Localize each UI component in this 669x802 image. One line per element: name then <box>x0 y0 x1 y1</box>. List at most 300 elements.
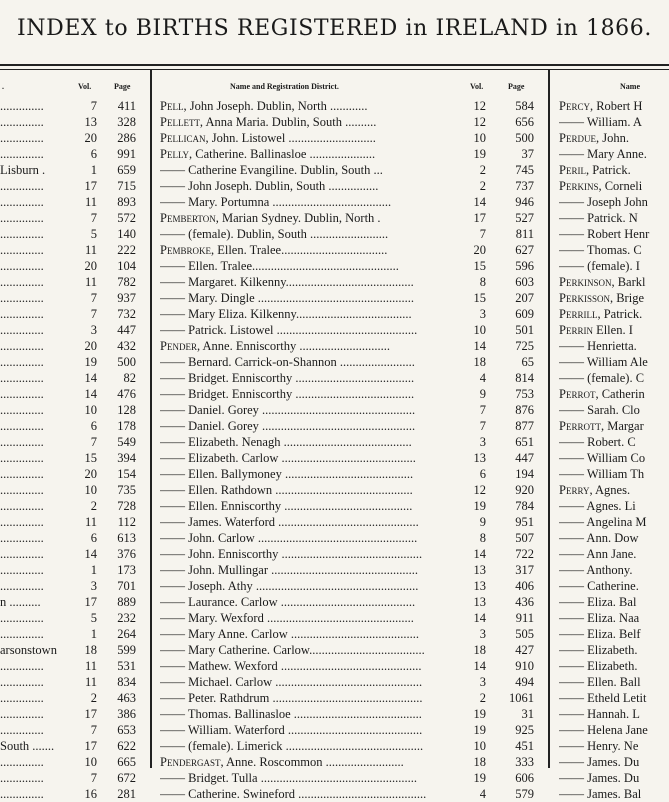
entry-name: .............. <box>0 99 44 113</box>
entry-volume: 16 <box>84 787 97 801</box>
entry-name <box>559 338 669 354</box>
entry-given-district: Corneli <box>601 179 643 193</box>
entry-page: 599 <box>117 643 136 657</box>
entry-name <box>160 418 468 434</box>
entry-volume: 13 <box>473 563 486 577</box>
entry-given-district: —— Hannah. L <box>559 707 640 721</box>
entry-page: 584 <box>515 99 534 113</box>
index-entry <box>559 322 669 338</box>
entry-page: 501 <box>515 323 534 337</box>
entry-volume: 6 <box>90 531 97 545</box>
entry-given-district: —— Ellen. Tralee............................................... <box>160 259 399 273</box>
index-entry <box>160 642 544 658</box>
entry-volume: 14 <box>84 371 97 385</box>
index-entry <box>0 274 146 290</box>
index-column-3 <box>559 98 669 802</box>
entry-given-district: —— Robert. C <box>559 435 636 449</box>
entry-surname: Pellett, <box>160 115 204 129</box>
entry-page: 317 <box>515 563 534 577</box>
entry-name <box>559 114 669 130</box>
index-entry <box>559 594 669 610</box>
entry-given-district: —— Ellen. Enniscorthy ......................................... <box>160 499 413 513</box>
index-entry <box>559 786 669 802</box>
entry-given-district: —— James. Waterford ............................................. <box>160 515 419 529</box>
entry-volume: 19 <box>473 147 486 161</box>
entry-name: .............. <box>0 419 44 433</box>
index-entry <box>559 274 669 290</box>
entry-page: 333 <box>515 755 534 769</box>
index-entry <box>0 130 146 146</box>
entry-given-district: —— Elizabeth. <box>559 659 638 673</box>
entry-page: 104 <box>117 259 136 273</box>
entry-volume: 20 <box>473 243 486 257</box>
entry-given-district: —— John. Enniscorthy ............................................. <box>160 547 423 561</box>
entry-volume: 20 <box>84 467 97 481</box>
entry-volume: 12 <box>473 99 486 113</box>
index-entry <box>559 450 669 466</box>
entry-name: .............. <box>0 323 44 337</box>
index-entry <box>0 738 146 754</box>
entry-surname: Peril, <box>559 163 590 177</box>
entry-page: 834 <box>117 675 136 689</box>
index-entry <box>559 386 669 402</box>
index-entry <box>559 434 669 450</box>
entry-volume: 10 <box>84 755 97 769</box>
entry-given-district: —— Ann Jane. <box>559 547 637 561</box>
index-entry <box>0 578 146 594</box>
entry-name <box>160 498 468 514</box>
entry-given-district: —— Peter. Rathdrum ................................................ <box>160 691 423 705</box>
entry-name <box>160 642 468 658</box>
index-entry <box>0 354 146 370</box>
entry-given-district: John Joseph. Dublin, North ............ <box>186 99 368 113</box>
entry-page: 494 <box>515 675 534 689</box>
index-entry <box>160 466 544 482</box>
entry-page: 651 <box>515 435 534 449</box>
entry-given-district: John. <box>599 131 629 145</box>
entry-volume: 10 <box>473 131 486 145</box>
entry-name <box>559 674 669 690</box>
entry-given-district: —— Laurance. Carlow ........................................... <box>160 595 416 609</box>
entry-given-district: —— Joseph. Athy .................................................... <box>160 579 419 593</box>
entry-name <box>160 514 468 530</box>
entry-name <box>160 786 468 802</box>
entry-name <box>559 642 669 658</box>
entry-given-district: Robert H <box>593 99 643 113</box>
entry-name <box>160 146 468 162</box>
index-entry <box>559 578 669 594</box>
entry-page: 500 <box>515 131 534 145</box>
entry-volume: 3 <box>479 435 486 449</box>
entry-volume: 11 <box>84 195 97 209</box>
entry-name <box>559 354 669 370</box>
entry-given-district: —— Margaret. Kilkenny......................................... <box>160 275 414 289</box>
entry-page: 622 <box>117 739 136 753</box>
entry-name <box>559 786 669 802</box>
entry-page: 613 <box>117 531 136 545</box>
entry-page: 659 <box>117 163 136 177</box>
entry-name: .............. <box>0 627 44 641</box>
index-entry <box>0 226 146 242</box>
index-entry <box>160 306 544 322</box>
entry-given-district: —— Mary Anne. <box>559 147 647 161</box>
entry-name: .............. <box>0 787 44 801</box>
index-entry <box>559 770 669 786</box>
entry-volume: 5 <box>90 227 97 241</box>
entry-given-district: —— Ellen. Rathdown ............................................ <box>160 483 413 497</box>
index-entry <box>559 370 669 386</box>
index-entry <box>160 626 544 642</box>
entry-given-district: —— Helena Jane <box>559 723 648 737</box>
entry-name <box>559 562 669 578</box>
entry-volume: 7 <box>90 723 97 737</box>
entry-given-district: —— Bridget. Tulla .................................................. <box>160 771 417 785</box>
entry-given-district: —— Etheld Letit <box>559 691 647 705</box>
index-entry <box>559 626 669 642</box>
entry-surname: Pell, <box>160 99 187 113</box>
index-entry <box>160 402 544 418</box>
index-entry <box>160 146 544 162</box>
entry-page: 784 <box>515 499 534 513</box>
entry-page: 507 <box>515 531 534 545</box>
entry-given-district: —— Agnes. Li <box>559 499 636 513</box>
entry-volume: 14 <box>473 659 486 673</box>
entry-volume: 6 <box>90 419 97 433</box>
entry-name: .............. <box>0 707 44 721</box>
entry-volume: 5 <box>90 611 97 625</box>
entry-volume: 15 <box>473 291 486 305</box>
entry-name: .............. <box>0 211 44 225</box>
entry-name <box>559 690 669 706</box>
index-entry <box>0 450 146 466</box>
entry-page: 722 <box>515 547 534 561</box>
entry-page: 500 <box>117 355 136 369</box>
index-entry <box>559 658 669 674</box>
entry-given-district: —— Mary. Portumna ...................................... <box>160 195 392 209</box>
entry-name <box>160 450 468 466</box>
entry-given-district: —— Elizabeth. <box>559 643 638 657</box>
entry-name: .............. <box>0 467 44 481</box>
entry-given-district: Agnes. <box>592 483 631 497</box>
entry-name: .............. <box>0 435 44 449</box>
entry-name <box>160 610 468 626</box>
entry-name: Lisburn . <box>0 163 46 177</box>
entry-volume: 19 <box>473 771 486 785</box>
entry-name <box>160 258 468 274</box>
entry-given-district: —— (female). C <box>559 371 645 385</box>
entry-name: .............. <box>0 483 44 497</box>
entry-given-district: —— (female). Limerick ............................................ <box>160 739 424 753</box>
entry-given-district: —— Bridget. Enniscorthy ...................................... <box>160 387 415 401</box>
entry-name: .............. <box>0 131 44 145</box>
column-divider <box>150 70 152 768</box>
entry-name: .............. <box>0 387 44 401</box>
entry-name <box>559 258 669 274</box>
page-title: INDEX to BIRTHS REGISTERED in IRELAND in 1866. <box>17 16 652 41</box>
entry-page: 37 <box>521 147 534 161</box>
entry-page: 596 <box>515 259 534 273</box>
index-entry <box>160 194 544 210</box>
entry-name <box>559 226 669 242</box>
entry-surname: Pemberton, <box>160 211 219 225</box>
entry-page: 991 <box>117 147 136 161</box>
index-entry <box>559 258 669 274</box>
entry-name: .............. <box>0 307 44 321</box>
entry-name: .............. <box>0 227 44 241</box>
entry-given-district: —— John Joseph. Dublin, South ................ <box>160 179 379 193</box>
entry-page: 476 <box>117 387 136 401</box>
entry-given-district: Ellen. Tralee.................................. <box>214 243 388 257</box>
index-entry <box>559 690 669 706</box>
index-entry <box>559 114 669 130</box>
index-entry <box>0 386 146 402</box>
entry-name <box>160 210 468 226</box>
entry-surname: Percy, <box>559 99 594 113</box>
entry-name <box>559 386 669 402</box>
entry-page: 925 <box>515 723 534 737</box>
entry-given-district: —— Eliza. Naa <box>559 611 640 625</box>
index-entry <box>559 482 669 498</box>
entry-volume: 14 <box>84 547 97 561</box>
index-entry <box>0 178 146 194</box>
index-entry <box>559 466 669 482</box>
index-entry <box>559 706 669 722</box>
entry-page: 672 <box>117 771 136 785</box>
entry-page: 572 <box>117 211 136 225</box>
entry-given-district: Margar <box>604 419 644 433</box>
entry-page: 194 <box>515 467 534 481</box>
entry-name <box>559 178 669 194</box>
index-column-2 <box>160 98 544 802</box>
index-entry <box>160 498 544 514</box>
entry-surname: Pender, <box>160 339 201 353</box>
entry-page: 889 <box>117 595 136 609</box>
entry-name <box>160 338 468 354</box>
entry-given-district: —— Mary. Wexford ............................................... <box>160 611 414 625</box>
index-entry <box>559 178 669 194</box>
entry-name <box>160 690 468 706</box>
entry-page: 386 <box>117 707 136 721</box>
entry-page: 603 <box>515 275 534 289</box>
entry-name <box>160 98 468 114</box>
entry-name <box>559 498 669 514</box>
index-entry <box>160 562 544 578</box>
entry-name <box>160 578 468 594</box>
index-entry <box>160 290 544 306</box>
entry-given-district: —— Mary. Dingle .................................................. <box>160 291 415 305</box>
entry-name: n .......... <box>0 595 41 609</box>
col2-page-header: Page <box>508 82 525 91</box>
entry-volume: 7 <box>90 211 97 225</box>
index-entry <box>160 594 544 610</box>
entry-name <box>559 546 669 562</box>
entry-page: 728 <box>117 499 136 513</box>
entry-name <box>160 658 468 674</box>
index-entry <box>559 146 669 162</box>
entry-page: 549 <box>117 435 136 449</box>
entry-given-district: —— Mathew. Wexford ............................................. <box>160 659 422 673</box>
entry-surname: Perkinson, <box>559 275 615 289</box>
entry-page: 609 <box>515 307 534 321</box>
index-entry <box>559 226 669 242</box>
index-entry <box>0 98 146 114</box>
entry-name: .............. <box>0 755 44 769</box>
col2-vol-header: Vol. <box>470 82 484 91</box>
entry-name <box>160 674 468 690</box>
entry-given-district: —— Ellen. Ball <box>559 675 641 689</box>
column-divider <box>548 70 550 768</box>
entry-name <box>160 722 468 738</box>
entry-volume: 10 <box>84 483 97 497</box>
entry-surname: Perdue, <box>559 131 600 145</box>
index-entry <box>559 738 669 754</box>
entry-volume: 7 <box>479 419 486 433</box>
entry-given-district: —— Catherine. <box>559 579 639 593</box>
index-entry <box>559 130 669 146</box>
entry-given-district: —— Daniel. Gorey ................................................. <box>160 419 416 433</box>
entry-page: 920 <box>515 483 534 497</box>
entry-page: 394 <box>117 451 136 465</box>
index-entry <box>160 274 544 290</box>
entry-name <box>559 482 669 498</box>
entry-volume: 14 <box>473 547 486 561</box>
entry-given-district: Anne. Roscommon ......................... <box>223 755 404 769</box>
index-entry <box>559 498 669 514</box>
entry-surname: Perrill, <box>559 307 601 321</box>
entry-name <box>559 162 669 178</box>
index-entry <box>160 338 544 354</box>
entry-volume: 6 <box>479 467 486 481</box>
entry-page: 406 <box>515 579 534 593</box>
index-entry <box>559 418 669 434</box>
entry-page: 82 <box>123 371 136 385</box>
entry-given-district: —— Bernard. Carrick-on-Shannon ........................ <box>160 355 415 369</box>
entry-given-district: Anne. Enniscorthy ............................. <box>200 339 390 353</box>
index-entry <box>160 658 544 674</box>
index-entry <box>160 578 544 594</box>
entry-page: 264 <box>117 627 136 641</box>
entry-page: 531 <box>117 659 136 673</box>
entry-given-district: —— Thomas. Ballinasloe ......................................... <box>160 707 422 721</box>
entry-given-district: —— Patrick. Listowel ............................................. <box>160 323 418 337</box>
entry-page: 154 <box>117 467 136 481</box>
index-entry <box>160 322 544 338</box>
entry-name <box>160 530 468 546</box>
entry-volume: 3 <box>90 323 97 337</box>
entry-name: .............. <box>0 291 44 305</box>
entry-given-district: Anna Maria. Dublin, South .......... <box>203 115 377 129</box>
index-entry <box>0 674 146 690</box>
entry-volume: 7 <box>90 99 97 113</box>
entry-given-district: —— Robert Henr <box>559 227 650 241</box>
entry-name <box>160 626 468 642</box>
entry-volume: 11 <box>84 243 97 257</box>
entry-name: .............. <box>0 115 44 129</box>
index-entry <box>160 418 544 434</box>
entry-volume: 7 <box>90 291 97 305</box>
entry-name: .............. <box>0 275 44 289</box>
entry-given-district: Ellen. I <box>592 323 633 337</box>
index-entry <box>559 194 669 210</box>
entry-name <box>160 306 468 322</box>
entry-page: 436 <box>515 595 534 609</box>
entry-volume: 7 <box>479 403 486 417</box>
entry-given-district: —— Catherine Evangiline. Dublin, South ... <box>160 163 383 177</box>
entry-name: .............. <box>0 339 44 353</box>
entry-page: 463 <box>117 691 136 705</box>
entry-given-district: —— Angelina M <box>559 515 647 529</box>
entry-name <box>160 402 468 418</box>
col3-name-header: Name <box>620 82 640 91</box>
entry-name <box>559 514 669 530</box>
entry-given-district: —— (female). I <box>559 259 640 273</box>
entry-given-district: Marian Sydney. Dublin, North . <box>218 211 381 225</box>
index-entry <box>0 162 146 178</box>
entry-volume: 3 <box>479 307 486 321</box>
entry-name <box>160 482 468 498</box>
entry-volume: 10 <box>84 403 97 417</box>
entry-name: .............. <box>0 195 44 209</box>
index-entry <box>0 530 146 546</box>
index-entry <box>160 770 544 786</box>
entry-name <box>160 354 468 370</box>
entry-volume: 18 <box>84 643 97 657</box>
entry-page: 65 <box>521 355 534 369</box>
entry-page: 911 <box>515 611 534 625</box>
entry-name <box>559 306 669 322</box>
entry-name <box>559 594 669 610</box>
entry-given-district: —— Thomas. C <box>559 243 642 257</box>
entry-name <box>559 626 669 642</box>
entry-given-district: —— Daniel. Gorey ................................................. <box>160 403 416 417</box>
entry-name: .............. <box>0 499 44 513</box>
entry-volume: 3 <box>90 579 97 593</box>
entry-surname: Pendergast, <box>160 755 224 769</box>
index-entry <box>160 786 544 802</box>
entry-volume: 3 <box>479 675 486 689</box>
entry-name <box>559 290 669 306</box>
entry-volume: 14 <box>473 339 486 353</box>
entry-given-district: —— Anthony. <box>559 563 633 577</box>
entry-name <box>559 722 669 738</box>
entry-volume: 6 <box>90 147 97 161</box>
entry-name <box>160 370 468 386</box>
entry-given-district: —— Mary Catherine. Carlow..................................... <box>160 643 425 657</box>
entry-page: 411 <box>117 99 136 113</box>
entry-given-district: —— James. Bal <box>559 787 642 801</box>
entry-name <box>559 658 669 674</box>
entry-page: 946 <box>515 195 534 209</box>
entry-page: 627 <box>515 243 534 257</box>
entry-given-district: —— William Th <box>559 467 645 481</box>
index-entry <box>0 306 146 322</box>
index-entry <box>0 706 146 722</box>
entry-name: arsonstown <box>0 643 57 657</box>
entry-volume: 17 <box>84 179 97 193</box>
entry-name <box>559 738 669 754</box>
entry-page: 737 <box>515 179 534 193</box>
entry-page: 876 <box>515 403 534 417</box>
entry-name: .............. <box>0 243 44 257</box>
entry-name: .............. <box>0 547 44 561</box>
entry-name: .............. <box>0 147 44 161</box>
entry-page: 606 <box>515 771 534 785</box>
entry-name: .............. <box>0 691 44 705</box>
entry-surname: Perrin <box>559 323 593 337</box>
entry-volume: 1 <box>90 563 97 577</box>
entry-page: 877 <box>515 419 534 433</box>
entry-page: 715 <box>117 179 136 193</box>
